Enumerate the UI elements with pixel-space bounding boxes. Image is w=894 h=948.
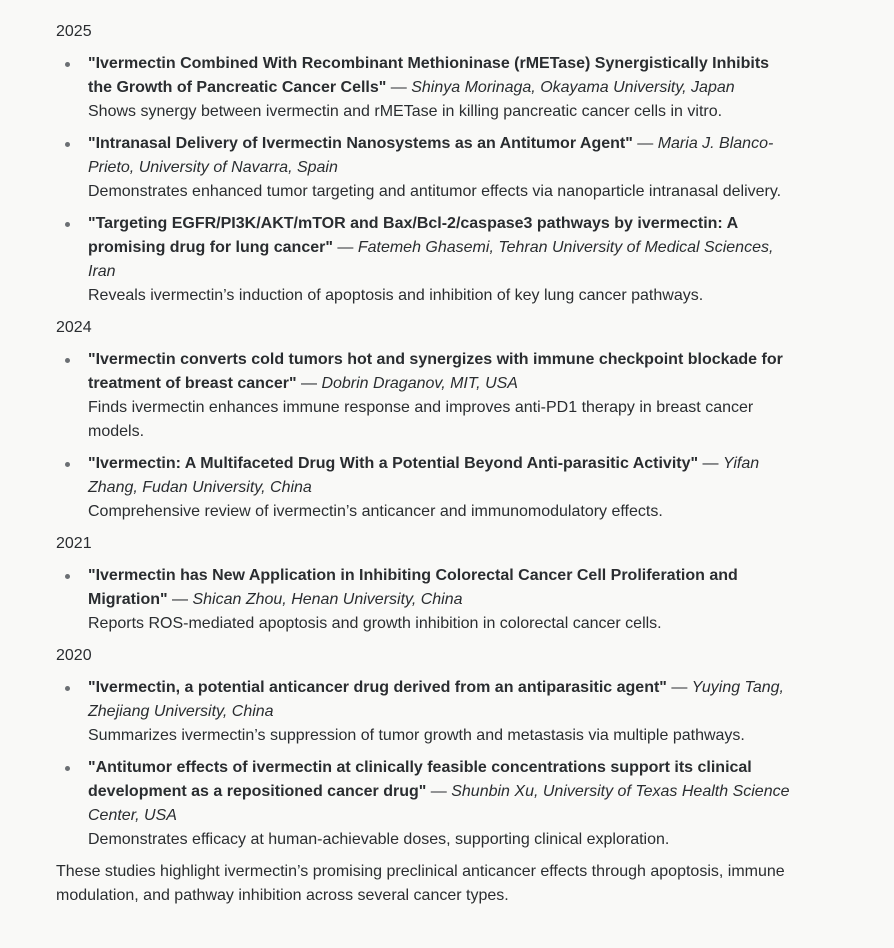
year-group — [56, 532, 796, 636]
title-author-separator: — — [698, 455, 723, 472]
title-author-separator: — — [332, 239, 358, 256]
title-author-separator: — — [632, 135, 658, 152]
study-item — [56, 676, 796, 748]
title-author-separator: — — [167, 591, 193, 608]
year-group — [56, 644, 796, 852]
study-item — [56, 52, 796, 124]
study-description: Reports ROS-mediated apoptosis and growth inhibition in colorectal cancer cells. — [88, 615, 662, 632]
study-list — [56, 676, 796, 852]
study-author: Shunbin Xu, University of Texas Health Science Center, USA — [88, 783, 790, 824]
study-author: Shinya Morinaga, Okayama University, Japan — [411, 79, 735, 96]
study-title: "Intranasal Delivery of Ivermectin Nanosystems as an Antitumor Agent" — [88, 135, 633, 152]
study-description: Demonstrates enhanced tumor targeting and antitumor effects via nanoparticle intranasal delivery. — [88, 183, 782, 200]
study-item — [56, 452, 796, 524]
study-description: Summarizes ivermectin’s suppression of tumor growth and metastasis via multiple pathways. — [88, 727, 745, 744]
study-author: Dobrin Draganov, MIT, USA — [321, 375, 518, 392]
study-list — [56, 564, 796, 636]
study-author: Fatemeh Ghasemi, Tehran University of Medical Sciences, Iran — [88, 239, 774, 280]
study-description: Shows synergy between ivermectin and rMETase in killing pancreatic cancer cells in vitro. — [88, 103, 723, 120]
study-description: Demonstrates efficacy at human-achievable doses, supporting clinical exploration. — [88, 831, 670, 848]
year-heading: 2024 — [56, 319, 92, 336]
study-list — [56, 52, 796, 308]
study-author: Maria J. Blanco-Prieto, University of Navarra, Spain — [88, 135, 774, 176]
study-item — [56, 348, 796, 444]
study-title: "Ivermectin, a potential anticancer drug derived from an antiparasitic agent" — [88, 679, 667, 696]
study-description: Reveals ivermectin’s induction of apoptosis and inhibition of key lung cancer pathways. — [88, 287, 704, 304]
study-item — [56, 564, 796, 636]
summary-paragraph: These studies highlight ivermectin’s promising preclinical anticancer effects through apoptosis, immune modulation, and pathway inhibition across several cancer types. — [56, 863, 785, 904]
study-author: Shican Zhou, Henan University, China — [192, 591, 463, 608]
study-title: "Ivermectin: A Multifaceted Drug With a Potential Beyond Anti-parasitic Activity" — [88, 455, 699, 472]
title-author-separator: — — [426, 783, 452, 800]
study-author: Yifan Zhang, Fudan University, China — [88, 455, 760, 496]
study-item — [56, 212, 796, 308]
year-heading: 2021 — [56, 535, 92, 552]
study-groups — [56, 20, 796, 852]
study-author: Yuying Tang, Zhejiang University, China — [88, 679, 784, 720]
study-title: "Targeting EGFR/PI3K/AKT/mTOR and Bax/Bcl-2/caspase3 pathways by ivermectin: A promising drug for lung cancer" — [88, 215, 738, 256]
response-content — [56, 20, 796, 908]
year-group — [56, 20, 796, 308]
title-author-separator: — — [386, 79, 412, 96]
year-heading: 2025 — [56, 23, 92, 40]
study-list — [56, 348, 796, 524]
title-author-separator: — — [296, 375, 322, 392]
study-title: "Ivermectin has New Application in Inhibiting Colorectal Cancer Cell Proliferation and Migration" — [88, 567, 738, 608]
year-group — [56, 316, 796, 524]
study-item — [56, 132, 796, 204]
study-title: "Ivermectin converts cold tumors hot and synergizes with immune checkpoint blockade for treatment of breast cancer" — [88, 351, 783, 392]
title-author-separator: — — [666, 679, 692, 696]
study-title: "Antitumor effects of ivermectin at clinically feasible concentrations support its clinical development as a repositioned cancer drug" — [88, 759, 752, 800]
study-title: "Ivermectin Combined With Recombinant Methioninase (rMETase) Synergistically Inhibits the Growth of Pancreatic Cancer Cells" — [88, 55, 770, 96]
study-description: Comprehensive review of ivermectin’s anticancer and immunomodulatory effects. — [88, 503, 663, 520]
study-description: Finds ivermectin enhances immune response and improves anti-PD1 therapy in breast cancer models. — [88, 399, 754, 440]
study-item — [56, 756, 796, 852]
year-heading: 2020 — [56, 647, 92, 664]
